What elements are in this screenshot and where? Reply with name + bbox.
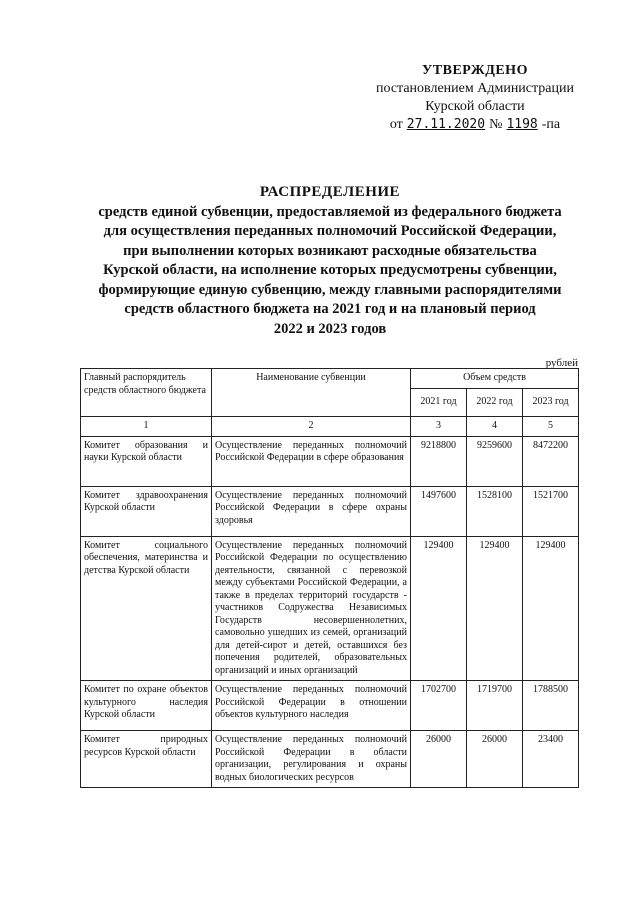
table-row — [81, 436, 579, 486]
column-number: 2 — [212, 416, 411, 436]
recipient-cell: Комитет здравоохранения Курской области — [81, 486, 212, 536]
heading-line-1: средств единой субвенции, предоставляемой из федерального бюджета — [98, 203, 562, 220]
recipient-cell: Комитет социального обеспечения, материнства и детства Курской области — [81, 536, 212, 681]
approval-date: 27.11.2020 — [406, 117, 486, 132]
column-number: 5 — [523, 416, 579, 436]
number-prefix: № — [489, 117, 503, 132]
heading-line-7: 2022 и 2023 годов — [273, 320, 387, 337]
subvention-cell: Осуществление переданных полномочий Российской Федерации в отношении объектов культурного наследия — [212, 681, 411, 731]
table-header-row — [81, 369, 579, 389]
header-year-2022: 2022 год — [467, 388, 523, 416]
value-2021: 9218800 — [411, 436, 467, 486]
value-2021: 1702700 — [411, 681, 467, 731]
table-row — [81, 731, 579, 788]
column-number: 4 — [467, 416, 523, 436]
value-2022: 26000 — [467, 731, 523, 788]
heading-line-5: формирующие единую субвенцию, между главными распорядителями — [98, 281, 562, 298]
header-subvention: Наименование субвенции — [212, 369, 411, 417]
value-2021: 129400 — [411, 536, 467, 681]
distribution-table — [80, 368, 579, 788]
heading-line-2: для осуществления переданных полномочий Российской Федерации, — [103, 223, 557, 239]
header-recipient: Главный распорядитель средств областного бюджета — [81, 369, 212, 417]
subvention-cell: Осуществление переданных полномочий Российской Федерации в сфере образования — [212, 436, 411, 486]
approval-number: 1198 — [506, 117, 538, 132]
recipient-cell: Комитет природных ресурсов Курской области — [81, 731, 212, 788]
heading-title: РАСПРЕДЕЛЕНИЕ — [259, 184, 401, 200]
header-volume: Объем средств — [411, 369, 579, 389]
recipient-cell: Комитет по охране объектов культурного наследия Курской области — [81, 681, 212, 731]
value-2022: 1719700 — [467, 681, 523, 731]
heading-line-4: Курской области, на исполнение которых предусмотрены субвенции, — [103, 262, 557, 278]
column-number: 1 — [81, 416, 212, 436]
approval-stamp — [355, 62, 595, 134]
value-2023: 129400 — [523, 536, 579, 681]
column-number: 3 — [411, 416, 467, 436]
value-2022: 9259600 — [467, 436, 523, 486]
value-2023: 23400 — [523, 731, 579, 788]
column-numbers-row — [81, 416, 579, 436]
value-2022: 129400 — [467, 536, 523, 681]
approval-date-line — [355, 116, 595, 134]
heading-line-6: средств областного бюджета на 2021 год и на плановый период — [124, 301, 536, 317]
number-suffix: -па — [541, 117, 561, 132]
approval-line-2: Курской области — [425, 99, 525, 114]
header-year-2021: 2021 год — [411, 388, 467, 416]
table-row — [81, 536, 579, 681]
table-row — [81, 486, 579, 536]
value-2021: 1497600 — [411, 486, 467, 536]
value-2021: 26000 — [411, 731, 467, 788]
header-year-2023: 2023 год — [523, 388, 579, 416]
date-prefix: от — [389, 117, 403, 132]
approval-title: УТВЕРЖДЕНО — [422, 63, 528, 78]
subvention-cell: Осуществление переданных полномочий Российской Федерации по осуществлению деятельности, связанной с перевозкой между субъектами Российской Федерации, а также в пределах территорий государств - участников Содружества Независимых Государств несовершеннолетних, самовольно ушедших из семей, организаций для детей-сирот и детей, оставшихся без попечения родителей, образовательных организаций и иных организаций — [212, 536, 411, 681]
approval-line-1: постановлением Администрации — [376, 81, 574, 96]
value-2023: 1788500 — [523, 681, 579, 731]
recipient-cell: Комитет образования и науки Курской области — [81, 436, 212, 486]
value-2023: 8472200 — [523, 436, 579, 486]
subvention-cell: Осуществление переданных полномочий Российской Федерации в сфере охраны здоровья — [212, 486, 411, 536]
value-2023: 1521700 — [523, 486, 579, 536]
subvention-cell: Осуществление переданных полномочий Российской Федерации в области организации, регулирования и охраны водных биологических ресурсов — [212, 731, 411, 788]
table-row — [81, 681, 579, 731]
document-heading — [60, 183, 600, 339]
heading-line-3: при выполнении которых возникают расходные обязательства — [123, 242, 537, 259]
value-2022: 1528100 — [467, 486, 523, 536]
units-label: рублей — [545, 357, 578, 369]
